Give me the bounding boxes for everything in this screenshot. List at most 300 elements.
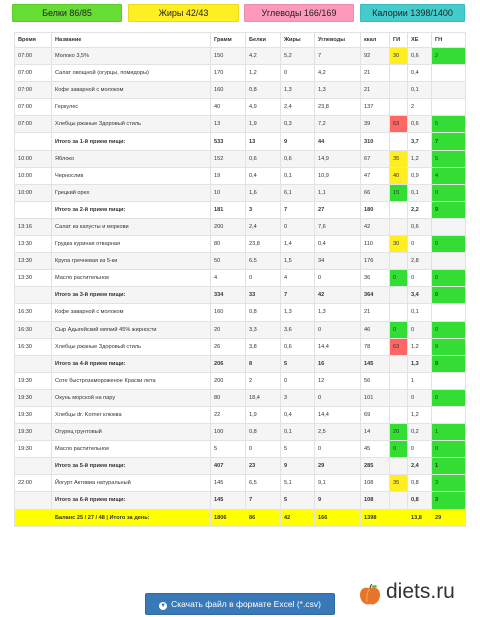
cell-carbs: 0: [315, 321, 361, 338]
table-row: [15, 150, 466, 167]
cell-fat: 4: [281, 270, 315, 287]
table-row: [15, 184, 466, 201]
table-row: [15, 338, 466, 355]
cell-time: 10:00: [15, 150, 52, 167]
cell-protein: 13: [246, 133, 281, 150]
cell-gn: 5: [432, 116, 466, 133]
cell-name: Итого за 5-й прием пищи:: [52, 458, 211, 475]
cell-gi: [390, 218, 408, 235]
cell-time: 07:00: [15, 48, 52, 65]
cell-protein: 33: [246, 287, 281, 304]
col-name-header: Название: [52, 33, 211, 48]
cell-kcal: 110: [361, 236, 390, 253]
food-diary-table: [14, 32, 466, 527]
cell-fat: 5: [281, 492, 315, 509]
cell-xe: 0,6: [408, 218, 432, 235]
cell-protein: 3,8: [246, 338, 281, 355]
cell-gn: 9: [432, 338, 466, 355]
cell-xe: 0,8: [408, 492, 432, 509]
cell-grams: 200: [211, 372, 246, 389]
cell-kcal: 364: [361, 287, 390, 304]
cell-kcal: 21: [361, 65, 390, 82]
cell-gn: 0: [432, 236, 466, 253]
cell-carbs: 1,3: [315, 82, 361, 99]
cell-protein: 3: [246, 201, 281, 218]
cell-carbs: 0: [315, 389, 361, 406]
table-row: [15, 116, 466, 133]
cell-fat: 3,6: [281, 321, 315, 338]
cell-xe: 0: [408, 321, 432, 338]
cell-kcal: 145: [361, 355, 390, 372]
cell-gn: 29: [432, 509, 466, 526]
cell-time: 22:00: [15, 475, 52, 492]
cell-time: 16:30: [15, 338, 52, 355]
cell-name: Масло растительное: [52, 270, 211, 287]
protein-badge: Белки 86/85: [12, 4, 122, 22]
cell-xe: 0,4: [408, 65, 432, 82]
cell-gi: [390, 492, 408, 509]
cell-carbs: 7: [315, 48, 361, 65]
cell-gi: [390, 355, 408, 372]
cell-fat: 5: [281, 355, 315, 372]
cell-protein: 23,8: [246, 236, 281, 253]
table-row: [15, 389, 466, 406]
cell-gn: 0: [432, 184, 466, 201]
cell-carbs: 16: [315, 355, 361, 372]
cell-time: 07:00: [15, 99, 52, 116]
cell-name: Грудка куриная отварная: [52, 236, 211, 253]
cell-grams: 160: [211, 304, 246, 321]
cell-grams: 10: [211, 184, 246, 201]
cell-protein: 7: [246, 492, 281, 509]
cell-xe: 2,8: [408, 253, 432, 270]
cell-protein: 0,8: [246, 82, 281, 99]
cell-fat: 0,6: [281, 338, 315, 355]
cell-time: 16:30: [15, 304, 52, 321]
cell-gn: 5: [432, 150, 466, 167]
cell-name: Йогурт Активиа натуральный: [52, 475, 211, 492]
cell-fat: 0,4: [281, 406, 315, 423]
table-row: [15, 270, 466, 287]
cell-time: 19:30: [15, 441, 52, 458]
cell-time: 07:00: [15, 116, 52, 133]
cell-xe: 2,2: [408, 201, 432, 218]
cell-time: [15, 509, 52, 526]
cell-protein: 18,4: [246, 389, 281, 406]
cell-grams: 145: [211, 475, 246, 492]
meal-total-row: [15, 355, 466, 372]
cell-grams: 160: [211, 82, 246, 99]
cell-kcal: 310: [361, 133, 390, 150]
cell-name: Масло растительное: [52, 441, 211, 458]
cell-grams: 200: [211, 218, 246, 235]
cell-fat: 5,2: [281, 48, 315, 65]
cell-gn: 0: [432, 441, 466, 458]
cell-kcal: 285: [361, 458, 390, 475]
cell-gn: [432, 218, 466, 235]
cell-fat: 42: [281, 509, 315, 526]
table-row: [15, 424, 466, 441]
cell-name: Хлебцы ржаные Здоровый стиль: [52, 116, 211, 133]
cell-gn: 3: [432, 492, 466, 509]
download-csv-button[interactable]: [145, 593, 335, 615]
cell-gi: 20: [390, 424, 408, 441]
table-row: [15, 372, 466, 389]
cell-grams: 26: [211, 338, 246, 355]
cell-carbs: 14,4: [315, 406, 361, 423]
cell-kcal: 92: [361, 48, 390, 65]
cell-kcal: 21: [361, 304, 390, 321]
cell-fat: 1,5: [281, 253, 315, 270]
cell-kcal: 108: [361, 475, 390, 492]
cell-xe: 2,4: [408, 458, 432, 475]
cell-gn: [432, 82, 466, 99]
cell-time: 10:00: [15, 184, 52, 201]
cell-xe: 1,3: [408, 355, 432, 372]
cell-xe: 0,1: [408, 184, 432, 201]
table-row: [15, 236, 466, 253]
cell-grams: 20: [211, 321, 246, 338]
cell-gn: 0: [432, 389, 466, 406]
cell-gn: 0: [432, 321, 466, 338]
cell-gi: 30: [390, 236, 408, 253]
cell-gn: [432, 253, 466, 270]
table-row: [15, 65, 466, 82]
cell-protein: 86: [246, 509, 281, 526]
cell-carbs: 29: [315, 458, 361, 475]
cell-gi: [390, 304, 408, 321]
cell-name: Салат из капусты и моркови: [52, 218, 211, 235]
cell-carbs: 166: [315, 509, 361, 526]
cell-protein: 0,8: [246, 424, 281, 441]
col-gi-header: ГИ: [390, 33, 408, 48]
cell-fat: 0: [281, 372, 315, 389]
cell-carbs: 0,4: [315, 236, 361, 253]
cell-gi: [390, 201, 408, 218]
cell-time: 10:00: [15, 167, 52, 184]
cell-protein: 0,8: [246, 304, 281, 321]
cell-carbs: 14,9: [315, 150, 361, 167]
cell-gn: 0: [432, 270, 466, 287]
cell-fat: 1,3: [281, 82, 315, 99]
cell-gn: [432, 406, 466, 423]
cell-grams: 152: [211, 150, 246, 167]
cell-xe: 3,4: [408, 287, 432, 304]
cell-gn: 9: [432, 355, 466, 372]
cell-protein: 1,2: [246, 65, 281, 82]
cell-carbs: 9: [315, 492, 361, 509]
cell-time: 19:30: [15, 372, 52, 389]
cell-grams: 22: [211, 406, 246, 423]
cell-name: Итого за 3-й прием пищи:: [52, 287, 211, 304]
cell-kcal: 1398: [361, 509, 390, 526]
apple-icon: [358, 584, 382, 606]
cell-gi: [390, 253, 408, 270]
cell-time: 19:30: [15, 406, 52, 423]
cell-kcal: 46: [361, 321, 390, 338]
cell-xe: 1,2: [408, 150, 432, 167]
cell-carbs: 0: [315, 441, 361, 458]
cell-grams: 170: [211, 65, 246, 82]
cell-xe: 3,7: [408, 133, 432, 150]
cell-xe: 0: [408, 441, 432, 458]
cell-carbs: 12: [315, 372, 361, 389]
cell-fat: 7: [281, 287, 315, 304]
cell-name: Молоко 3,5%: [52, 48, 211, 65]
cell-gn: 0: [432, 287, 466, 304]
cell-grams: 5: [211, 441, 246, 458]
cell-fat: 5: [281, 441, 315, 458]
cell-gi: 63: [390, 338, 408, 355]
cell-kcal: 108: [361, 492, 390, 509]
cell-carbs: 1,3: [315, 304, 361, 321]
table-row: [15, 253, 466, 270]
cell-time: 19:30: [15, 389, 52, 406]
cell-name: Чернослив: [52, 167, 211, 184]
download-circle-icon: ▼: [160, 603, 167, 609]
cell-xe: 0,2: [408, 424, 432, 441]
cell-carbs: 7,2: [315, 116, 361, 133]
meal-total-row: [15, 287, 466, 304]
col-gn-header: ГН: [432, 33, 466, 48]
col-xe-header: ХЕ: [408, 33, 432, 48]
cell-xe: 0,6: [408, 116, 432, 133]
cell-protein: 23: [246, 458, 281, 475]
col-time-header: Время: [15, 33, 52, 48]
col-carbs-header: Углеводы: [315, 33, 361, 48]
cell-protein: 2,4: [246, 218, 281, 235]
cell-name: Хлебцы dr. Korner клюква: [52, 406, 211, 423]
cell-fat: 9: [281, 458, 315, 475]
cell-carbs: 14,4: [315, 338, 361, 355]
cell-gi: [390, 287, 408, 304]
cell-time: 13:30: [15, 236, 52, 253]
cell-grams: 100: [211, 424, 246, 441]
cell-gn: 7: [432, 133, 466, 150]
cell-gi: [390, 458, 408, 475]
cell-carbs: 23,8: [315, 99, 361, 116]
cell-gi: [390, 65, 408, 82]
cell-kcal: 39: [361, 116, 390, 133]
cell-xe: 0: [408, 270, 432, 287]
table-row: [15, 167, 466, 184]
cell-protein: 6,5: [246, 475, 281, 492]
cell-gn: [432, 99, 466, 116]
cell-name: Геркулес: [52, 99, 211, 116]
cell-name: Огурец грунтовый: [52, 424, 211, 441]
cell-name: Салат овощной (огурцы, помидоры): [52, 65, 211, 82]
cell-xe: 0,6: [408, 48, 432, 65]
cell-kcal: 42: [361, 218, 390, 235]
cell-kcal: 78: [361, 338, 390, 355]
cell-gi: 0: [390, 441, 408, 458]
cell-kcal: 69: [361, 406, 390, 423]
cell-name: Грецкий орех: [52, 184, 211, 201]
cell-protein: 0: [246, 270, 281, 287]
cell-xe: 1,2: [408, 406, 432, 423]
cell-grams: 150: [211, 48, 246, 65]
cell-fat: 3: [281, 389, 315, 406]
cell-xe: 13,8: [408, 509, 432, 526]
carbs-badge: Углеводы 166/169: [244, 4, 354, 22]
cell-grams: 40: [211, 99, 246, 116]
meal-total-row: [15, 133, 466, 150]
download-csv-label: Скачать файл в формате Excel (*.csv): [171, 599, 321, 609]
cell-fat: 7: [281, 201, 315, 218]
cell-name: Кофе заварной с молоком: [52, 82, 211, 99]
cell-kcal: 180: [361, 201, 390, 218]
cell-protein: 4,9: [246, 99, 281, 116]
cell-carbs: 2,5: [315, 424, 361, 441]
cell-protein: 0,6: [246, 150, 281, 167]
cell-protein: 0,4: [246, 167, 281, 184]
cell-fat: 0,6: [281, 150, 315, 167]
cell-gn: 2: [432, 48, 466, 65]
cell-carbs: 34: [315, 253, 361, 270]
cell-name: Баланс 25 / 27 / 48 | Итого за день:: [52, 509, 211, 526]
cell-grams: 1806: [211, 509, 246, 526]
cell-name: Хлебцы ржаные Здоровый стиль: [52, 338, 211, 355]
cell-name: Итого за 1-й прием пищи:: [52, 133, 211, 150]
cell-gn: 9: [432, 201, 466, 218]
cell-time: [15, 492, 52, 509]
cell-gi: [390, 133, 408, 150]
cell-protein: 1,6: [246, 184, 281, 201]
cell-kcal: 176: [361, 253, 390, 270]
cell-protein: 1,9: [246, 116, 281, 133]
cell-time: [15, 287, 52, 304]
cell-kcal: 67: [361, 150, 390, 167]
table-row: [15, 475, 466, 492]
cell-grams: 80: [211, 236, 246, 253]
cell-time: 19:30: [15, 424, 52, 441]
cell-xe: 0,9: [408, 167, 432, 184]
cell-protein: 1,9: [246, 406, 281, 423]
cell-gi: 35: [390, 475, 408, 492]
cell-grams: 407: [211, 458, 246, 475]
cell-carbs: 4,2: [315, 65, 361, 82]
cell-fat: 1,3: [281, 304, 315, 321]
cell-protein: 8: [246, 355, 281, 372]
cell-carbs: 42: [315, 287, 361, 304]
cell-grams: 181: [211, 201, 246, 218]
cell-carbs: 7,6: [315, 218, 361, 235]
cell-fat: 0,1: [281, 167, 315, 184]
cell-grams: 80: [211, 389, 246, 406]
cell-carbs: 0: [315, 270, 361, 287]
cell-name: Итого за 6-й прием пищи:: [52, 492, 211, 509]
cell-gi: 15: [390, 184, 408, 201]
table-row: [15, 82, 466, 99]
cell-gi: [390, 372, 408, 389]
cell-time: 16:30: [15, 321, 52, 338]
cell-gn: 4: [432, 167, 466, 184]
cell-kcal: 45: [361, 441, 390, 458]
table-row: [15, 218, 466, 235]
table-row: [15, 48, 466, 65]
cell-name: Окунь морской на пару: [52, 389, 211, 406]
cell-kcal: 36: [361, 270, 390, 287]
cell-carbs: 10,9: [315, 167, 361, 184]
cell-xe: 0: [408, 389, 432, 406]
cell-fat: 1,4: [281, 236, 315, 253]
cell-gi: [390, 509, 408, 526]
cell-fat: 2,4: [281, 99, 315, 116]
cell-time: 07:00: [15, 65, 52, 82]
cell-gn: 1: [432, 458, 466, 475]
cell-time: 07:00: [15, 82, 52, 99]
cell-time: 13:30: [15, 270, 52, 287]
col-protein-header: Белки: [246, 33, 281, 48]
summary-bar: [0, 0, 480, 26]
cell-gi: [390, 406, 408, 423]
cell-gn: 1: [432, 424, 466, 441]
table-row: [15, 99, 466, 116]
calories-badge: Калории 1398/1400: [360, 4, 465, 22]
cell-name: Соте быстрозамороженое Краски лета: [52, 372, 211, 389]
meal-total-row: [15, 201, 466, 218]
cell-kcal: 101: [361, 389, 390, 406]
cell-carbs: 9,1: [315, 475, 361, 492]
cell-grams: 533: [211, 133, 246, 150]
cell-gi: 40: [390, 167, 408, 184]
col-kcal-header: ккал: [361, 33, 390, 48]
cell-kcal: 137: [361, 99, 390, 116]
cell-gn: 3: [432, 475, 466, 492]
logo-text: diets.ru: [386, 580, 455, 603]
table-header-row: [15, 33, 466, 48]
cell-grams: 4: [211, 270, 246, 287]
cell-kcal: 66: [361, 184, 390, 201]
table-row: [15, 441, 466, 458]
cell-name: Яблоко: [52, 150, 211, 167]
cell-gi: 63: [390, 116, 408, 133]
cell-name: Кофе заварной с молоком: [52, 304, 211, 321]
cell-time: 13:16: [15, 218, 52, 235]
cell-time: [15, 133, 52, 150]
col-fat-header: Жиры: [281, 33, 315, 48]
cell-xe: 2: [408, 99, 432, 116]
meal-total-row: [15, 492, 466, 509]
site-logo[interactable]: [358, 580, 478, 612]
cell-gi: 0: [390, 321, 408, 338]
day-total-row: [15, 509, 466, 526]
cell-grams: 206: [211, 355, 246, 372]
cell-gn: [432, 372, 466, 389]
cell-xe: 0,8: [408, 475, 432, 492]
fat-badge: Жиры 42/43: [128, 4, 239, 22]
cell-kcal: 21: [361, 82, 390, 99]
cell-fat: 6,1: [281, 184, 315, 201]
cell-grams: 19: [211, 167, 246, 184]
cell-time: [15, 458, 52, 475]
cell-gn: [432, 65, 466, 82]
cell-gi: [390, 82, 408, 99]
cell-grams: 13: [211, 116, 246, 133]
cell-name: Крупа гречневая из 5-ки: [52, 253, 211, 270]
cell-name: Сыр Адыгейский мягкий 45% жирности: [52, 321, 211, 338]
cell-carbs: 27: [315, 201, 361, 218]
cell-fat: 0,1: [281, 424, 315, 441]
cell-fat: 0: [281, 218, 315, 235]
cell-time: [15, 355, 52, 372]
cell-gi: [390, 389, 408, 406]
cell-name: Итого за 4-й прием пищи:: [52, 355, 211, 372]
cell-fat: 0,3: [281, 116, 315, 133]
cell-gi: [390, 99, 408, 116]
cell-grams: 50: [211, 253, 246, 270]
cell-grams: 145: [211, 492, 246, 509]
